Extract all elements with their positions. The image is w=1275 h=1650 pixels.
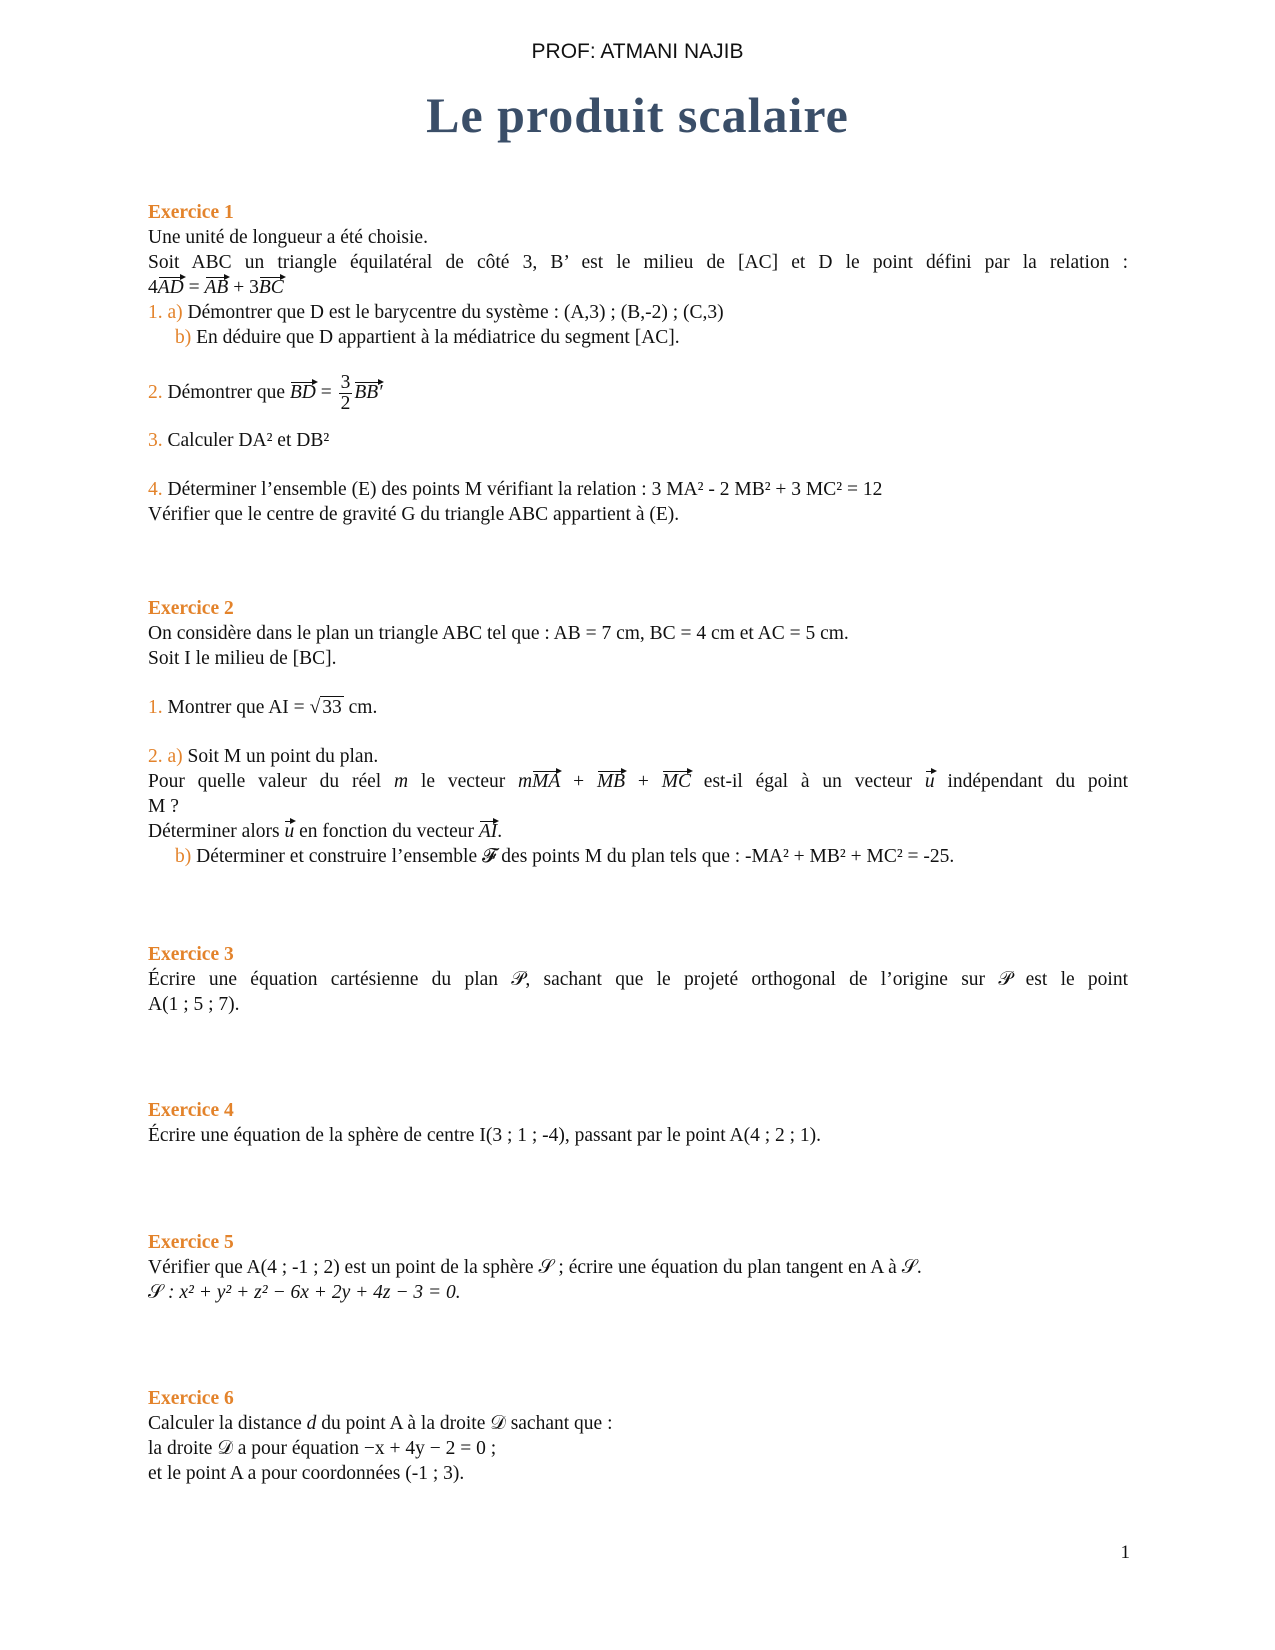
ex6-text-e: a pour équation −x + 4y − 2 = 0 ;: [232, 1438, 497, 1459]
vector-AI: AI: [478, 821, 498, 842]
square-root-33: √ 33: [309, 697, 342, 718]
ex2-q2b-number: b): [175, 846, 192, 867]
ex1-q3-text: Calculer DA² et DB²: [162, 430, 330, 451]
fraction-numerator: 3: [340, 372, 351, 394]
ex2-q2a: [148, 744, 1128, 769]
sphere-S-symbol: 𝒮: [538, 1257, 554, 1278]
ex2-line-1: On considère dans le plan un triangle ABC tel que : AB = 7 cm, BC = 4 cm et AC = 5 cm.: [148, 623, 849, 644]
ex1-q1a: [148, 300, 1128, 325]
exercise-2-title: Exercice 2: [148, 598, 234, 619]
ex3-line-2: A(1 ; 5 ; 7).: [148, 994, 240, 1015]
ex2-q2-text-b: le vecteur: [408, 771, 519, 792]
var-d: d: [306, 1413, 317, 1434]
ex3-text-b: , sachant que le projeté orthogonal de l’origine sur: [525, 969, 999, 990]
exercise-4: [148, 1098, 1128, 1148]
ex2-q2-text-d: indépendant du point: [934, 771, 1129, 792]
ex1-rel-eq: =: [183, 277, 205, 298]
ex6-text-b: du point A à la droite: [316, 1413, 491, 1434]
ex6-text-a: Calculer la distance: [148, 1413, 307, 1434]
ex6-text-c: sachant que :: [505, 1413, 613, 1434]
ex1-q1b-number: b): [175, 327, 192, 348]
ex1-q1a-number: 1. a): [148, 302, 183, 323]
vector-u-2: u: [284, 821, 295, 842]
ex2-q2a-number: 2. a): [148, 746, 183, 767]
exercise-5-title: Exercice 5: [148, 1232, 234, 1253]
ex2-q2b-text-a: Déterminer et construire l’ensemble: [191, 846, 483, 867]
ex1-q3-number: 3.: [148, 430, 163, 451]
ex2-q2-text-a: Pour quelle valeur du réel: [148, 771, 395, 792]
ex2-q2-line-4: [148, 819, 1128, 844]
ex5-text-b: ; écrire une équation du plan tangent en A à: [553, 1257, 902, 1278]
exercise-1-title: Exercice 1: [148, 202, 234, 223]
ex2-q2-text-g: .: [497, 821, 503, 842]
vector-AD: AD: [157, 277, 184, 298]
ex2-q1: [148, 695, 1128, 720]
ex1-q1a-text: Démontrer que D est le barycentre du système : (A,3) ; (B,-2) ; (C,3): [182, 302, 724, 323]
ex1-q1b-text: En déduire que D appartient à la médiatrice du segment [AC].: [191, 327, 680, 348]
ex2-q1-text: Montrer que AI =: [162, 697, 310, 718]
ex1-q4-text: Déterminer l’ensemble (E) des points M vérifiant la relation : 3 MA² - 2 MB² + 3 MC² = 12: [162, 479, 883, 500]
ex3-text-a: Écrire une équation cartésienne du plan: [148, 969, 512, 990]
ex5-text-c: .: [916, 1257, 922, 1278]
sphere-equation: : x² + y² + z² − 6x + 2y + 4z − 3 = 0.: [163, 1282, 461, 1303]
ex1-q2-eq: =: [315, 382, 337, 403]
exercise-3: [148, 942, 1128, 1017]
ex2-q2-plus-2: +: [625, 771, 662, 792]
var-m: m: [394, 771, 409, 792]
vector-MB: MB: [596, 771, 626, 792]
vector-BD: BD: [289, 382, 316, 403]
exercise-2: [148, 596, 1128, 869]
ex5-text-a: Vérifier que A(4 ; -1 ; 2) est un point de la sphère: [148, 1257, 539, 1278]
ex6-line-1: [148, 1411, 1128, 1436]
vector-MA: MA: [532, 771, 561, 792]
ex5-line-1: [148, 1255, 1128, 1280]
ex5-equation: [148, 1280, 1128, 1305]
exercise-3-title: Exercice 3: [148, 944, 234, 965]
sphere-S-symbol-2: 𝒮: [901, 1257, 917, 1278]
ex1-rel-coef: 4: [148, 277, 158, 298]
ex1-relation: [148, 275, 1128, 300]
ex1-q4-verify: Vérifier que le centre de gravité G du triangle ABC appartient à (E).: [148, 504, 680, 525]
ex2-q2-plus-1: +: [560, 771, 597, 792]
sqrt-radicand: 33: [322, 697, 342, 718]
page-title: Le produit scalaire: [426, 87, 849, 143]
fraction-3-2: [339, 373, 353, 414]
ex6-line-3: et le point A a pour coordonnées (-1 ; 3).: [148, 1463, 465, 1484]
ex2-q2-line-2: [148, 769, 1128, 794]
ex1-q2: [148, 370, 1128, 416]
ex1-q1b: [148, 325, 1128, 350]
exercise-1: [148, 200, 1128, 527]
ex1-line-2: Soit ABC un triangle équilatéral de côté 3, B’ est le milieu de [AC] et D le point défini par la relation :: [148, 252, 1128, 273]
ex1-q2-number: 2.: [148, 382, 163, 403]
ex2-q2a-text: Soit M un point du plan.: [182, 746, 379, 767]
vector-u: u: [924, 771, 935, 792]
ex1-q4-number: 4.: [148, 479, 163, 500]
exercise-5: [148, 1230, 1128, 1305]
ex1-q3: [148, 428, 1128, 453]
set-F-symbol: 𝓕: [482, 846, 497, 867]
exercise-6: [148, 1386, 1128, 1486]
ex2-q2b: [148, 844, 1128, 869]
ex6-text-d: la droite: [148, 1438, 218, 1459]
ex3-text-c: est le point: [1012, 969, 1128, 990]
ex2-q2-text-e: Déterminer alors: [148, 821, 285, 842]
vector-AB: AB: [204, 277, 229, 298]
ex3-line-1: [148, 967, 1128, 992]
vector-BBprime: BB′: [354, 382, 383, 403]
fraction-denominator: 2: [340, 393, 351, 415]
page-number: 1: [1120, 1542, 1130, 1563]
vector-BC: BC: [258, 277, 284, 298]
ex2-q2-text-f: en fonction du vecteur: [294, 821, 479, 842]
ex1-q4: [148, 477, 1128, 502]
author-header: PROF: ATMANI NAJIB: [531, 40, 744, 63]
plane-P-symbol: 𝒫: [511, 969, 526, 990]
ex4-line-1: Écrire une équation de la sphère de centre I(3 ; 1 ; -4), passant par le point A(4 ; 2 ; 1).: [148, 1125, 822, 1146]
sphere-S-symbol-3: 𝒮: [148, 1282, 164, 1303]
var-m-coef: m: [518, 771, 533, 792]
ex2-q1-number: 1.: [148, 697, 163, 718]
line-D-symbol: 𝒟: [490, 1413, 506, 1434]
ex1-rel-plus: + 3: [228, 277, 259, 298]
ex2-q1-unit: cm.: [343, 697, 378, 718]
ex2-q2-line-3: M ?: [148, 796, 179, 817]
ex2-line-2: Soit I le milieu de [BC].: [148, 648, 337, 669]
exercise-4-title: Exercice 4: [148, 1100, 234, 1121]
line-D-symbol-2: 𝒟: [217, 1438, 233, 1459]
ex2-q2-text-c: est-il égal à un vecteur: [690, 771, 925, 792]
ex1-q2-text: Démontrer que: [162, 382, 290, 403]
ex2-q2b-text-b: des points M du plan tels que : -MA² + MB² + MC² = -25.: [496, 846, 955, 867]
ex1-line-1: Une unité de longueur a été choisie.: [148, 227, 428, 248]
vector-MC: MC: [661, 771, 691, 792]
ex6-line-2: [148, 1436, 1128, 1461]
exercise-6-title: Exercice 6: [148, 1388, 234, 1409]
plane-P-symbol-2: 𝒫: [998, 969, 1013, 990]
